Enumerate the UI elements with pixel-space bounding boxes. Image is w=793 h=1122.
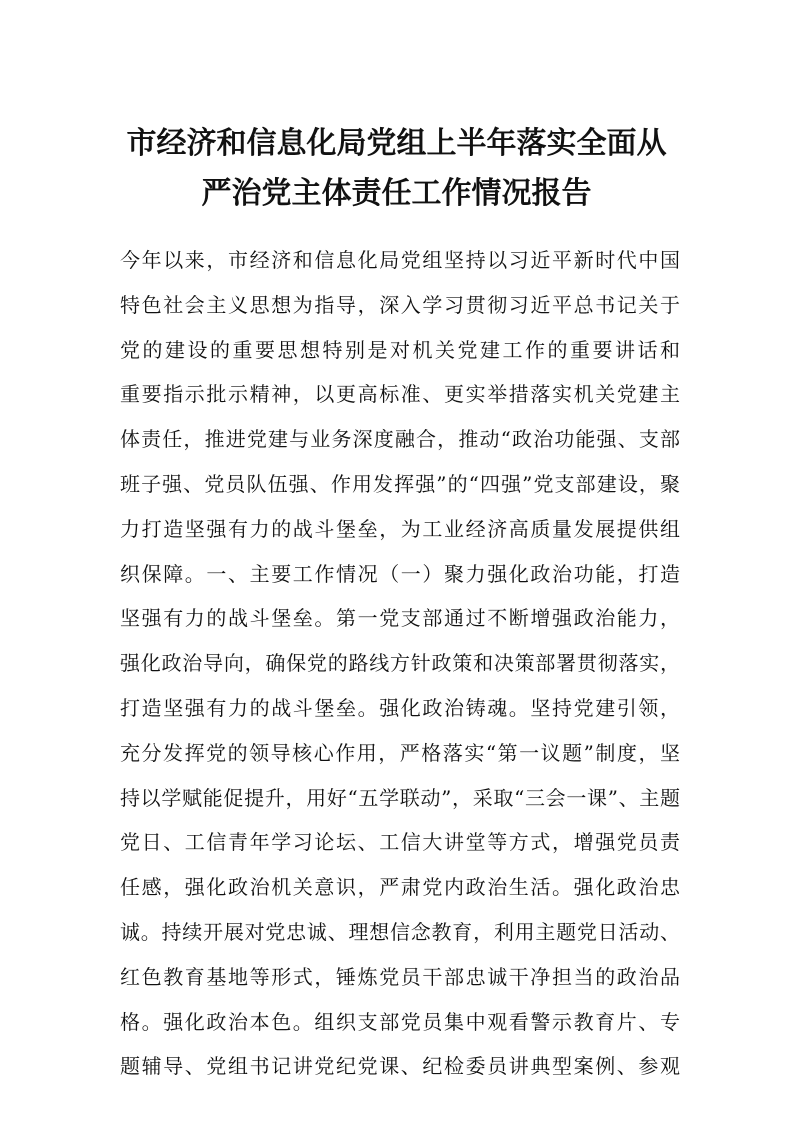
body-line: 任感，强化政治机关意识，严肃党内政治生活。强化政治忠 — [120, 875, 680, 900]
body-line: 持以学赋能促提升，用好“五学联动”，采取“三会一课”、主题 — [120, 785, 680, 810]
body-line: 坚强有力的战斗堡垒。第一党支部通过不断增强政治能力， — [120, 606, 680, 631]
body-line: 体责任，推进党建与业务深度融合，推动“政治功能强、支部 — [120, 427, 680, 452]
body-line: 党的建设的重要思想特别是对机关党建工作的重要讲话和 — [120, 337, 680, 362]
body-line: 红色教育基地等形式，锤炼党员干部忠诚干净担当的政治品 — [120, 964, 680, 989]
body-line: 充分发挥党的领导核心作用，严格落实“第一议题”制度，坚 — [120, 740, 680, 765]
body-line: 强化政治导向，确保党的路线方针政策和决策部署贯彻落实， — [120, 651, 680, 676]
document-title-line-2: 严治党主体责任工作情况报告 — [201, 176, 592, 211]
body-line: 特色社会主义思想为指导，深入学习贯彻习近平总书记关于 — [120, 292, 680, 317]
body-line: 格。强化政治本色。组织支部党员集中观看警示教育片、专 — [120, 1009, 680, 1034]
body-line: 重要指示批示精神，以更高标准、更实举措落实机关党建主 — [120, 382, 680, 407]
body-line: 班子强、党员队伍强、作用发挥强”的“四强”党支部建设，聚 — [120, 471, 680, 496]
document-body — [120, 238, 680, 1089]
body-line: 诚。持续开展对党忠诚、理想信念教育，利用主题党日活动、 — [120, 919, 680, 944]
document-title-line-1: 市经济和信息化局党组上半年落实全面从 — [126, 126, 667, 161]
body-line: 力打造坚强有力的战斗堡垒，为工业经济高质量发展提供组 — [120, 516, 680, 541]
body-line: 题辅导、党组书记讲党纪党课、纪检委员讲典型案例、参观 — [120, 1054, 680, 1079]
body-line: 打造坚强有力的战斗堡垒。强化政治铸魂。坚持党建引领， — [120, 695, 680, 720]
body-line: 今年以来，市经济和信息化局党组坚持以习近平新时代中国 — [120, 248, 680, 272]
body-line: 党日、工信青年学习论坛、工信大讲堂等方式，增强党员责 — [120, 830, 680, 855]
body-line: 织保障。一、主要工作情况（一）聚力强化政治功能，打造 — [120, 561, 680, 586]
